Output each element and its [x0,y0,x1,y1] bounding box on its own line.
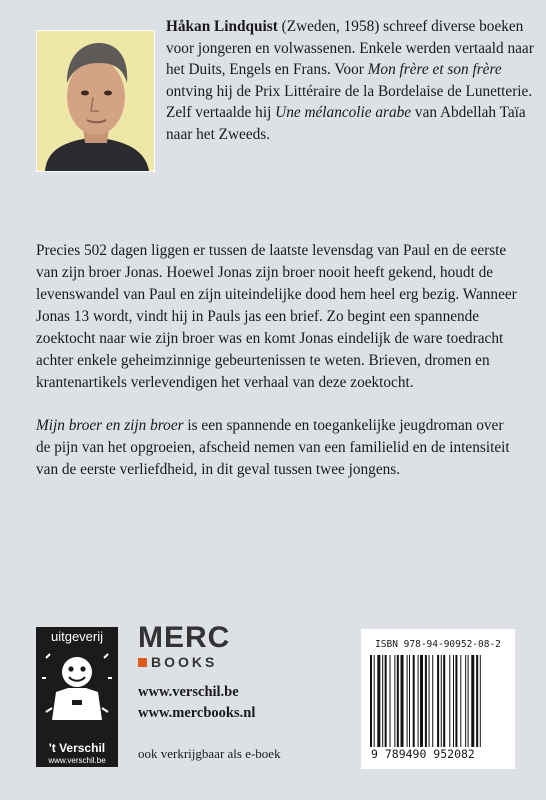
barcode-digits: 9 789490 952082 [371,747,475,761]
synopsis-paragraph-2 [36,415,520,481]
publisher-links [138,682,255,724]
synopsis [36,240,520,502]
bio-text-1: (Zweden, 1958) schreef diverse boeken voor jongeren en volwassenen. Enkele werden vertaald naar het Duits, Engels en Frans. Voor [166,18,534,78]
author-photo [36,30,155,172]
author-name: Håkan Lindquist [166,18,278,35]
logo-top-text: uitgeverij [50,629,104,644]
merc-books-logo [138,622,230,670]
synopsis-paragraph-1: Precies 502 dagen liggen er tussen de laatste levensdag van Paul en de eerste van zijn broer Jonas. Hoewel Jonas zijn broer nooit heeft gekend, houdt de levenswandel van Paul en zijn uiteindelijke dood hem heel erg bezig. Wanneer Jonas 13 wordt, vindt hij in Pauls jas een brief. Zo begint een spannende zoektocht naar wie zijn broer was en komt Jonas eindelijk de ware toedracht achter enkele geheimzinnige gebeurtenissen te weten. Brieven, dromen en krantenartikels verlevendigen het verhaal van deze zoektocht. [36,242,517,391]
author-bio [166,16,538,145]
merc-books-text: BOOKS [151,654,218,670]
isbn-label: ISBN 978-94-90952-08-2 [375,639,501,650]
bio-text-2: ontving hij de Prix Littéraire de la Bordelaise de Lunetterie. Zelf vertaalde hij [166,82,533,121]
link-mercbooks: www.mercbooks.nl [138,705,256,721]
isbn-barcode [361,629,515,769]
ebook-note: ook verkrijgbaar als e-boek [138,746,281,761]
translated-title: Une mélancolie arabe [275,104,412,121]
synopsis-book-title: Mijn broer en zijn broer [36,417,184,434]
link-verschil: www.verschil.be [138,684,239,700]
barcode-bars [370,655,506,747]
merc-logo-text: MERC [138,621,231,654]
bio-text-3: van Abdellah Taïa naar het Zweeds. [166,104,526,143]
publisher-logo [36,627,118,767]
logo-url: www.verschil.be [48,756,106,765]
book-title-fr: Mon frère et son frère [367,61,502,78]
merc-square-icon [138,658,147,667]
mascot-icon [42,648,112,728]
synopsis-text-2: is een spannende en toegankelijke jeugdroman over de pijn van het opgroeien, afscheid nemen van een familielid en de intensiteit van de eerste verliefdheid, in dit geval tussen twee jongens. [36,417,510,478]
logo-name: 't Verschil [48,741,106,755]
